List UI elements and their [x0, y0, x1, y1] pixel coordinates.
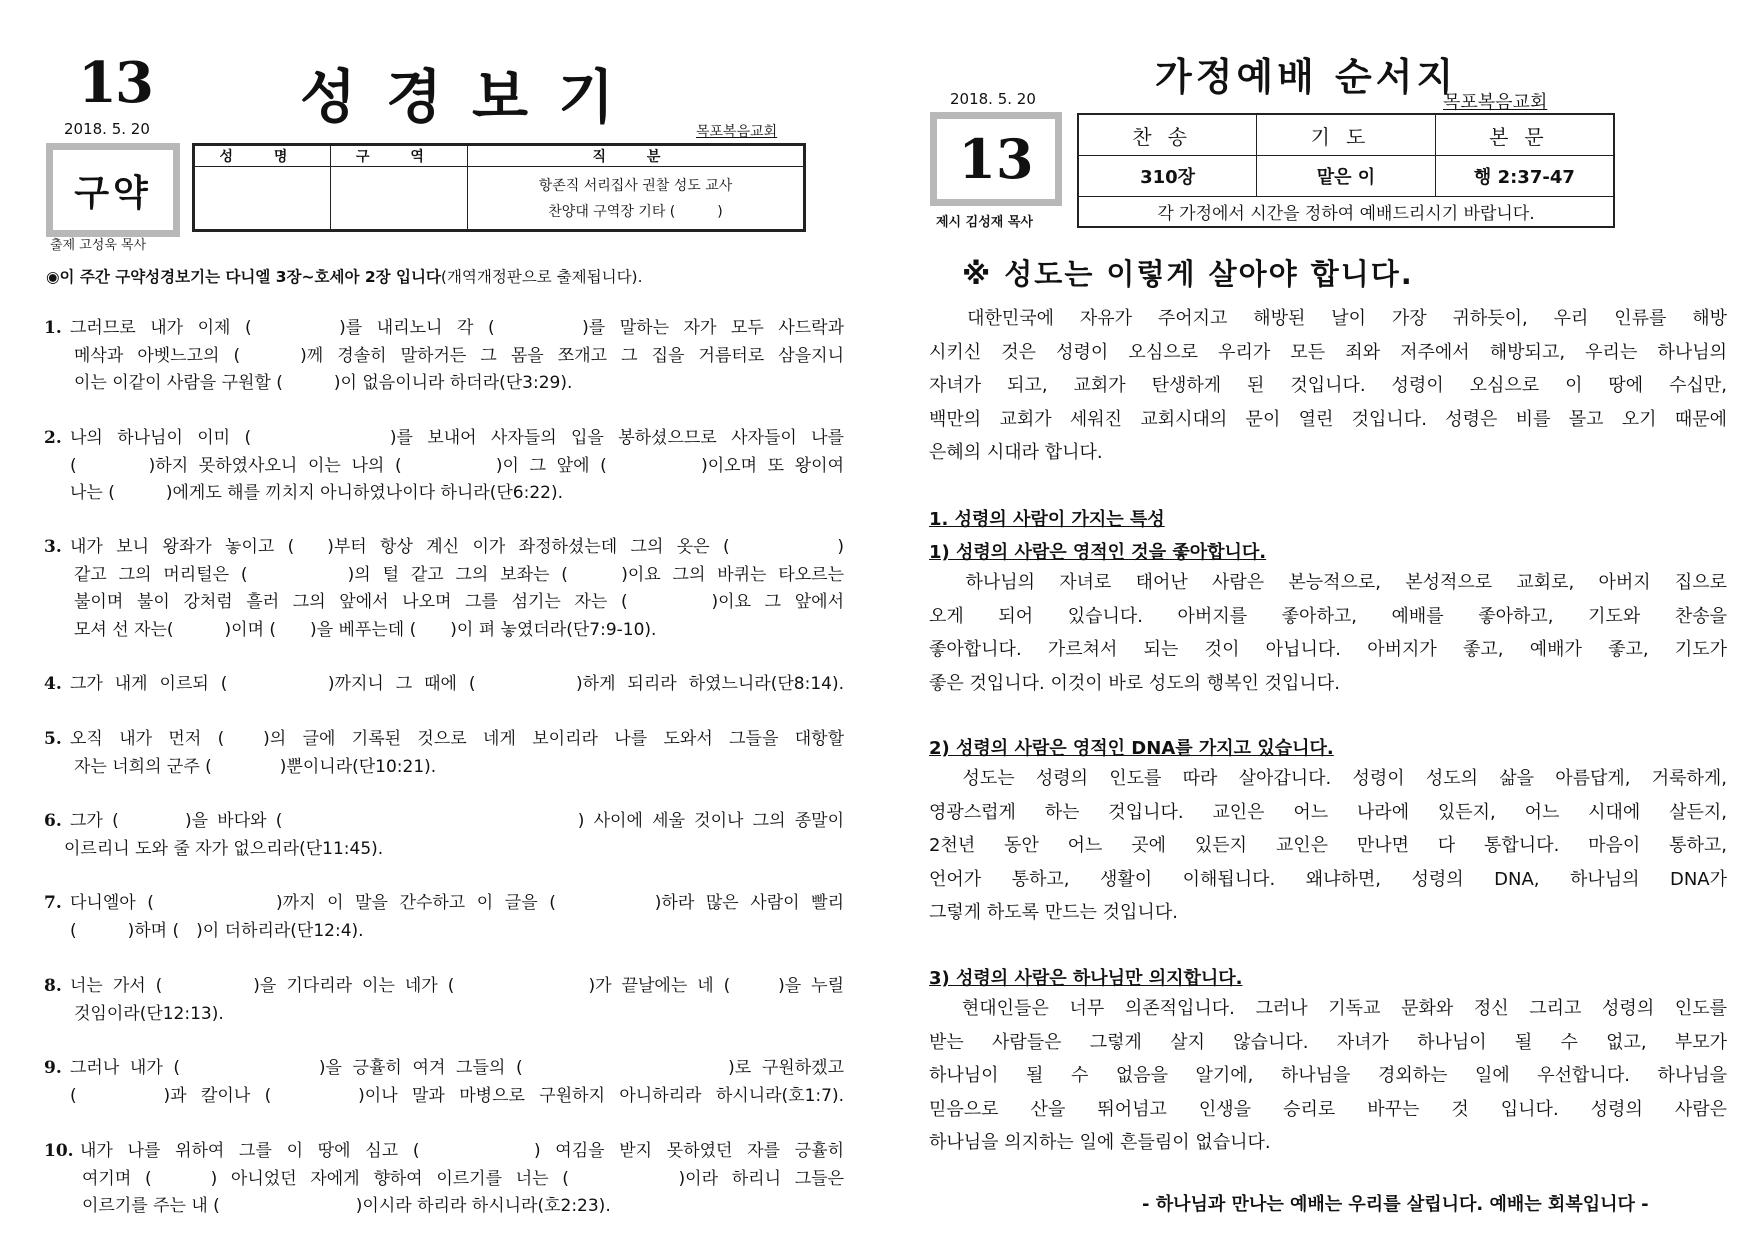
- question-line: 오직 내가 먼저 ( )의 글에 기록된 것으로 네게 보이리라 나를 도와서 그들을 대항할: [70, 729, 844, 749]
- question-number: 7.: [44, 893, 62, 913]
- position-options[interactable]: [468, 167, 805, 231]
- sermon-headline: ※ 성도는 이렇게 살아야 합니다.: [962, 257, 1414, 291]
- question-line: 그러나 내가 ( )을 긍휼히 여겨 그들의 ( )로 구원하겠고: [70, 1058, 844, 1078]
- question-item: [44, 973, 844, 1028]
- question-item: [44, 671, 844, 699]
- question-line: ( )과 칼이나 ( )이나 말과 마병으로 구원하지 아니하리라 하시니라(호1:7).: [70, 1085, 844, 1106]
- worship-title: 가정예배 순서지: [1155, 55, 1458, 99]
- paragraph-line: 대한민국에 자유가 주어지고 해방된 날이 가장 귀하듯이, 우리 인류를 해방: [929, 308, 1727, 329]
- intro-paragraph: [929, 302, 1727, 470]
- header-hymn: 찬송: [1078, 114, 1257, 156]
- question-line: 나는 ( )에게도 해를 끼치지 아니하였나이다 하니라(단6:22).: [70, 483, 563, 503]
- paragraph-line: 언어가 통하고, 생활이 이해됩니다. 왜냐하면, 성령의 DNA, 하나님의 DNA가: [929, 868, 1727, 890]
- header-prayer: 기도: [1257, 114, 1436, 156]
- question-item: [44, 808, 844, 863]
- question-number: 8.: [44, 976, 62, 996]
- paragraph-line: 영광스럽게 하는 것입니다. 교인은 어느 나라에 있든지, 어느 시대에 살든지,: [929, 801, 1727, 823]
- paragraph-line: 은혜의 시대라 합니다.: [929, 442, 1103, 463]
- roles-line: 항존직 서리집사 권찰 성도 교사: [538, 178, 733, 194]
- question-line: 내가 나를 위하여 그를 이 땅에 심고 ( ) 여김을 받지 못하였던 자를 긍휼히: [80, 1141, 844, 1161]
- question-item: [44, 534, 844, 644]
- paragraph-line: 2천년 동안 어느 곳에 있든지 교인은 만나면 다 통합니다. 마음이 통하고,: [929, 835, 1727, 856]
- subsection-heading: 2) 성령의 사람은 영적인 DNA를 가지고 있습니다.: [929, 738, 1334, 759]
- paragraph-line: 하나님을 의지하는 일에 흔들림이 없습니다.: [929, 1132, 1271, 1153]
- header-district: 구 역: [331, 145, 468, 167]
- question-line: 이는 이같이 사람을 구원할 ( )이 없음이니라 하더라(단3:29).: [74, 373, 573, 393]
- subsection-heading: 3) 성령의 사람은 하나님만 의지합니다.: [929, 968, 1243, 989]
- district-field[interactable]: [331, 167, 468, 231]
- question-number: 1.: [44, 318, 62, 338]
- issue-number-badge: [930, 112, 1062, 206]
- question-line: 그가 ( )을 바다와 ( ) 사이에 세울 것이나 그의 종말이: [70, 811, 844, 831]
- question-line: ( )하지 못하였사오니 이는 나의 ( )이 그 앞에 ( )이오며 또 왕이여: [70, 455, 844, 476]
- closing-slogan: - 하나님과 만나는 예배는 우리를 살립니다. 예배는 회복입니다 -: [1142, 1194, 1649, 1215]
- issue-number: 13: [78, 50, 152, 116]
- quiz-intro: [46, 265, 643, 287]
- section-label: 구약: [74, 172, 152, 214]
- question-item: [44, 1138, 844, 1221]
- paragraph-line: 하나님이 될 수 없음을 알기에, 하나님을 경외하는 일에 우선합니다. 하나님을: [929, 1065, 1727, 1086]
- paragraph-line: 그렇게 하도록 만드는 것입니다.: [929, 902, 1178, 923]
- intro-note: (개역개정판으로 출제됩니다).: [440, 268, 643, 286]
- subsection-heading: 1) 성령의 사람은 영적인 것을 좋아합니다.: [929, 542, 1267, 563]
- worship-order-table: [1077, 113, 1615, 228]
- member-info-table: [192, 143, 806, 232]
- header-scripture: 본문: [1435, 114, 1614, 156]
- question-line: 나의 하나님이 이미 ( )를 보내어 사자들의 입을 봉하셨으므로 사자들이 나를: [70, 428, 844, 448]
- roles-line: 찬양대 구역장 기타 ( ): [548, 204, 723, 220]
- worship-note: 각 가정에서 시간을 정하여 예배드리시기 바랍니다.: [1078, 197, 1614, 228]
- section-heading: 1. 성령의 사람이 가지는 특성: [929, 509, 1165, 530]
- question-item: [44, 315, 844, 398]
- author-label: 제시 김성재 목사: [936, 215, 1033, 230]
- question-item: [44, 425, 844, 508]
- question-line: 메삭과 아벳느고의 ( )께 경솔히 말하거든 그 몸을 쪼개고 그 집을 거름터로 삼을지니: [74, 345, 844, 366]
- name-field[interactable]: [194, 167, 331, 231]
- question-item: [44, 726, 844, 781]
- intro-bold: ◉이 주간 구약성경보기는 다니엘 3장~호세아 2장 입니다: [46, 268, 441, 286]
- paragraph-line: 시키신 것은 성령이 오심으로 우리가 모든 죄와 저주에서 해방되고, 우리는 하나님의: [929, 341, 1727, 363]
- scripture-value: 행 2:37-47: [1435, 156, 1614, 197]
- issue-date: 2018. 5. 20: [64, 120, 150, 138]
- question-line: 같고 그의 머리털은 ( )의 털 같고 그의 보좌는 ( )이요 그의 바퀴는 타오르는: [74, 564, 844, 585]
- question-line: 다니엘아 ( )까지 이 말을 간수하고 이 글을 ( )하라 많은 사람이 빨리: [70, 893, 844, 913]
- question-number: 3.: [44, 537, 62, 557]
- paragraph-line: 믿음으로 산을 뛰어넘고 인생을 승리로 바꾸는 것 입니다. 성령의 사람은: [929, 1098, 1727, 1120]
- question-number: 10.: [44, 1141, 74, 1161]
- paragraph-line: 좋은 것입니다. 이것이 바로 성도의 행복인 것입니다.: [929, 672, 1340, 694]
- paragraph-line: 좋아합니다. 가르쳐서 되는 것이 아닙니다. 아버지가 좋고, 예배가 좋고, 기도가: [929, 639, 1727, 660]
- subsection-paragraph: [929, 566, 1727, 700]
- question-number: 9.: [44, 1058, 62, 1078]
- question-line: 이르리니 도와 줄 자가 없으리라(단11:45).: [64, 838, 384, 859]
- paragraph-line: 자녀가 되고, 교회가 탄생하게 된 것입니다. 성령이 오심으로 이 땅에 수십만,: [929, 375, 1727, 396]
- question-number: 6.: [44, 811, 62, 831]
- paragraph-line: 하나님의 자녀로 태어난 사람은 본능적으로, 본성적으로 교회로, 아버지 집으로: [929, 572, 1727, 593]
- question-line: 내가 보니 왕좌가 놓이고 ( )부터 항상 계신 이가 좌정하셨는데 그의 옷은 ( ): [70, 537, 844, 557]
- question-line: 것임이라(단12:13).: [74, 1003, 224, 1024]
- question-line: 여기며 ( ) 아니었던 자에게 향하여 이르기를 너는 ( )이라 하리니 그들은: [82, 1168, 844, 1189]
- question-line: 불이며 불이 강처럼 흘러 그의 앞에서 나오며 그를 섬기는 자는 ( )이요 그 앞에서: [74, 592, 844, 612]
- paragraph-line: 성도는 성령의 인도를 따라 살아갑니다. 성령이 성도의 삶을 아름답게, 거룩하게,: [929, 768, 1727, 789]
- prayer-value: 맡은 이: [1257, 156, 1436, 197]
- question-line: 자는 너희의 군주 ( )뿐이니라(단10:21).: [74, 756, 437, 777]
- paragraph-line: 오게 되어 있습니다. 아버지를 좋아하고, 예배를 좋아하고, 기도와 찬송을: [929, 605, 1727, 627]
- question-item: [44, 1055, 844, 1110]
- church-name: 목포복음교회: [1443, 92, 1548, 113]
- paragraph-line: 받는 사람들은 그렇게 살지 않습니다. 자녀가 하나님이 될 수 없고, 부모가: [929, 1031, 1727, 1053]
- header-name: 성 명: [194, 145, 331, 167]
- question-line: 그가 내게 이르되 ( )까지니 그 때에 ( )하게 되리라 하였느니라(단8:14).: [70, 674, 844, 694]
- question-line: 모셔 선 자는( )이며 ( )을 베푸는데 ( )이 펴 놓였더라(단7:9-10).: [74, 619, 657, 640]
- question-number: 5.: [44, 729, 62, 749]
- question-number: 4.: [44, 674, 62, 694]
- hymn-value: 310장: [1078, 156, 1257, 197]
- question-item: [44, 890, 844, 945]
- page-title: 성경보기: [300, 63, 645, 131]
- paragraph-line: 백만의 교회가 세워진 교회시대의 문이 열린 것입니다. 성령은 비를 몰고 오기 때문에: [929, 408, 1727, 430]
- header-position: 직 분: [468, 145, 805, 167]
- question-number: 2.: [44, 428, 62, 448]
- question-line: ( )하며 ( )이 더하리라(단12:4).: [70, 920, 364, 941]
- subsection-paragraph: [929, 992, 1727, 1160]
- question-line: 이르기를 주는 내 ( )이시라 하리라 하시니라(호2:23).: [82, 1196, 611, 1216]
- subsection-paragraph: [929, 762, 1727, 930]
- section-badge: [46, 143, 180, 237]
- author-label: 출제 고성욱 목사: [50, 238, 147, 253]
- paragraph-line: 현대인들은 너무 의존적입니다. 그러나 기독교 문화와 정신 그리고 성령의 인도를: [929, 998, 1727, 1019]
- question-line: 그러므로 내가 이제 ( )를 내리노니 각 ( )를 말하는 자가 모두 사드락과: [70, 318, 844, 338]
- church-name: 목포복음교회: [696, 124, 778, 140]
- issue-date: 2018. 5. 20: [950, 90, 1036, 108]
- question-line: 너는 가서 ( )을 기다리라 이는 네가 ( )가 끝날에는 네 ( )을 누릴: [70, 976, 844, 996]
- issue-number: 13: [958, 127, 1034, 191]
